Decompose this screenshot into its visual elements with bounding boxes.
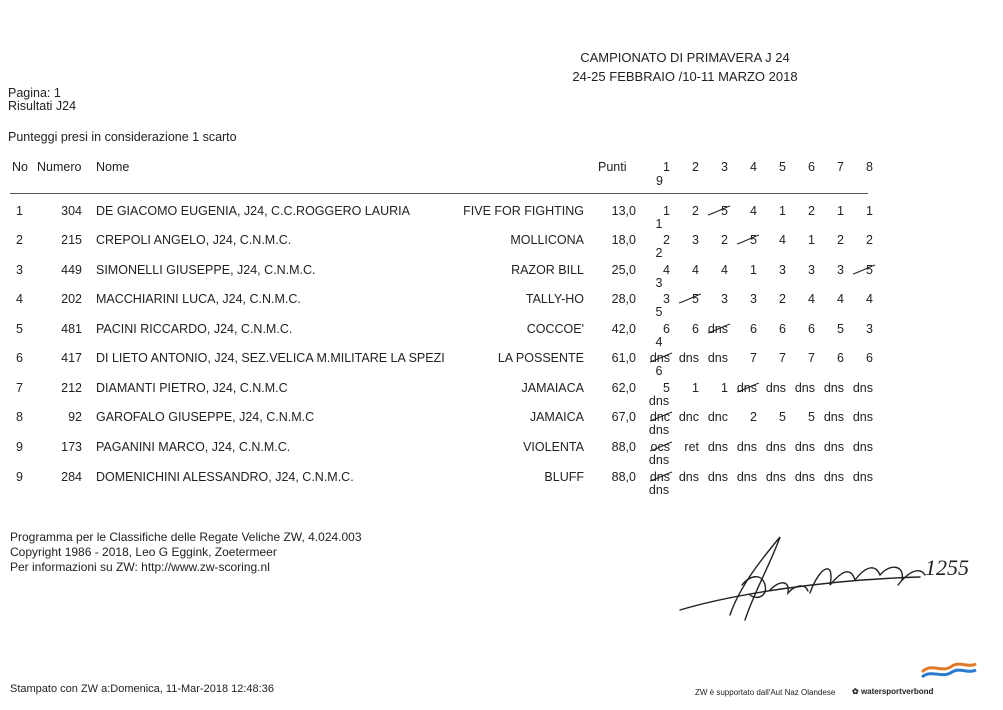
row-race-score: 4 [837,292,844,306]
row-sail-number: 481 [61,322,82,336]
row-position: 2 [16,233,23,247]
row-boat-name: VIOLENTA [523,440,584,454]
row-points: 88,0 [611,470,636,484]
row-points: 62,0 [611,381,636,395]
row-race-score: dns [823,440,844,454]
row-race-score: 5 [837,322,844,336]
row-skipper-name: DE GIACOMO EUGENIA, J24, C.C.ROGGERO LAURIA [96,204,410,218]
row-race-score: 7 [750,351,757,365]
row-race-score: dns [852,440,873,454]
brand-label: watersportverbond [860,687,934,696]
row-race-score: 5 [779,410,786,424]
row-race-score-discarded: 5 [677,292,699,306]
row-boat-name: JAMAICA [529,410,584,424]
signature-number: 1255 [925,555,969,580]
row-race-score: 2 [808,204,815,218]
row-skipper-name: DIAMANTI PIETRO, J24, C.N.M.C [96,381,288,395]
row-race-score: 4 [750,204,757,218]
row-race-9-score: dns [648,483,670,497]
row-position: 8 [16,410,23,424]
row-position: 1 [16,204,23,218]
row-sail-number: 417 [61,351,82,365]
results-label: Risultati J24 [8,99,77,113]
row-race-9-score: 4 [655,335,663,349]
row-race-score: dns [678,470,699,484]
row-race-score-discarded: 5 [851,263,873,277]
row-race-score: 3 [779,263,786,277]
col-race-4: 4 [750,160,757,174]
row-race-score-discarded: dns [735,381,757,395]
row-race-score: 6 [750,322,757,336]
row-race-score: 1 [866,204,873,218]
discard-note: Punteggi presi in considerazione 1 scarto [8,130,237,144]
row-position: 6 [16,351,23,365]
row-race-score-discarded: dns [648,470,670,484]
row-race-score: 4 [866,292,873,306]
strike-mark-icon [851,262,877,278]
signature-image [670,525,990,625]
row-skipper-name: SIMONELLI GIUSEPPE, J24, C.N.M.C. [96,263,316,277]
col-race-7: 7 [837,160,844,174]
row-race-score: ret [684,440,699,454]
col-race-1: 1 [663,160,670,174]
row-position: 5 [16,322,23,336]
footer-copyright: Copyright 1986 - 2018, Leo G Eggink, Zoetermeer [10,545,277,559]
supported-note: ZW è supportato dall'Aut Naz Olandese [695,688,836,697]
row-skipper-name: CREPOLI ANGELO, J24, C.N.M.C. [96,233,292,247]
row-points: 28,0 [611,292,636,306]
row-skipper-name: GAROFALO GIUSEPPE, J24, C.N.M.C [96,410,315,424]
strike-mark-icon [735,232,761,248]
row-position: 9 [16,440,23,454]
row-points: 13,0 [611,204,636,218]
col-race-9: 9 [656,174,663,188]
row-race-score: 1 [721,381,728,395]
row-race-9-score: dns [648,394,670,408]
row-race-score: 2 [779,292,786,306]
row-race-score: 2 [866,233,873,247]
row-race-score: 3 [837,263,844,277]
watersportverbond-logo-icon [920,660,980,682]
row-race-score: 7 [779,351,786,365]
row-race-score: 3 [750,292,757,306]
col-race-8: 8 [866,160,873,174]
row-race-score: 3 [721,292,728,306]
row-race-score: 5 [808,410,815,424]
row-race-score: 1 [750,263,757,277]
row-race-9-score: 5 [655,305,663,319]
row-race-score: dns [736,470,757,484]
row-race-score: dns [707,351,728,365]
row-boat-name: FIVE FOR FIGHTING [463,204,584,218]
row-race-score: 6 [837,351,844,365]
col-race-5: 5 [779,160,786,174]
row-race-score: dns [852,410,873,424]
footer-program: Programma per le Classifiche delle Regate Veliche ZW, 4.024.003 [10,530,362,544]
row-sail-number: 92 [68,410,82,424]
col-race-2: 2 [692,160,699,174]
strike-mark-icon [677,291,703,307]
row-race-9-score: dns [648,453,670,467]
row-points: 18,0 [611,233,636,247]
row-race-score: 4 [779,233,786,247]
row-boat-name: COCCOE' [526,322,584,336]
row-sail-number: 173 [61,440,82,454]
row-race-score: 6 [779,322,786,336]
row-race-score: 2 [663,233,670,247]
row-race-score: 5 [663,381,670,395]
row-race-score-discarded: dns [648,351,670,365]
row-race-score: 2 [721,233,728,247]
row-race-score: dns [707,470,728,484]
row-race-score: 2 [692,204,699,218]
row-race-score: 7 [808,351,815,365]
row-race-9-score: 3 [655,276,663,290]
row-race-score: 6 [692,322,699,336]
row-points: 88,0 [611,440,636,454]
row-race-score: 4 [721,263,728,277]
row-position: 3 [16,263,23,277]
row-race-score: dns [852,470,873,484]
row-race-score: 1 [837,204,844,218]
row-boat-name: JAMAIACA [521,381,584,395]
row-race-score: 1 [779,204,786,218]
row-race-score: 3 [663,292,670,306]
col-race-6: 6 [808,160,815,174]
row-skipper-name: PACINI RICCARDO, J24, C.N.M.C. [96,322,293,336]
row-points: 61,0 [611,351,636,365]
row-race-score: dns [823,381,844,395]
row-race-score: 2 [750,410,757,424]
row-skipper-name: DOMENICHINI ALESSANDRO, J24, C.N.M.C. [96,470,354,484]
col-punti: Punti [598,160,627,174]
strike-mark-icon [706,321,732,337]
brand-mark-icon: ✿ [852,687,859,696]
row-sail-number: 449 [61,263,82,277]
row-race-score: 4 [808,292,815,306]
col-race-3: 3 [721,160,728,174]
print-timestamp: Stampato con ZW a:Domenica, 11-Mar-2018 12:48:36 [10,683,274,695]
row-race-score-discarded: ocs [648,440,670,454]
row-points: 67,0 [611,410,636,424]
row-race-score: dnc [678,410,699,424]
row-race-score: dns [707,440,728,454]
row-race-9-score: 2 [655,246,663,260]
row-race-score-discarded: dnc [648,410,670,424]
row-race-score: 3 [692,233,699,247]
header-rule [10,193,868,194]
row-race-score: 4 [663,263,670,277]
row-skipper-name: PAGANINI MARCO, J24, C.N.M.C. [96,440,291,454]
row-position: 9 [16,470,23,484]
row-skipper-name: DI LIETO ANTONIO, J24, SEZ.VELICA M.MILITARE LA SPEZI [96,351,445,365]
row-points: 25,0 [611,263,636,277]
row-race-score: dns [852,381,873,395]
row-position: 7 [16,381,23,395]
row-boat-name: LA POSSENTE [497,351,584,365]
row-race-score: dns [765,381,786,395]
row-sail-number: 304 [61,204,82,218]
row-race-9-score: dns [648,423,670,437]
row-race-score: dns [794,470,815,484]
row-boat-name: BLUFF [544,470,584,484]
col-numero: Numero [37,160,82,174]
row-race-score: 6 [866,351,873,365]
row-race-score: dns [765,440,786,454]
footer-info-link[interactable]: Per informazioni su ZW: http://www.zw-scoring.nl [10,560,270,574]
row-race-score: 3 [808,263,815,277]
row-race-score: dns [823,410,844,424]
row-race-score: dns [678,351,699,365]
row-race-score: 6 [663,322,670,336]
row-sail-number: 215 [61,233,82,247]
row-race-score-discarded: 5 [706,204,728,218]
row-race-score: 1 [808,233,815,247]
row-race-score: dns [794,381,815,395]
row-race-score: 4 [692,263,699,277]
strike-mark-icon [706,203,732,219]
event-dates: 24-25 FEBBRAIO /10-11 MARZO 2018 [572,69,798,84]
row-boat-name: TALLY-HO [525,292,584,306]
row-race-score: 2 [837,233,844,247]
page-number: Pagina: 1 [8,86,61,100]
row-sail-number: 284 [61,470,82,484]
row-race-score: dns [736,440,757,454]
row-sail-number: 202 [61,292,82,306]
row-race-9-score: 6 [655,364,663,378]
row-boat-name: RAZOR BILL [511,263,584,277]
row-race-score: dns [794,440,815,454]
row-race-score: dnc [707,410,728,424]
brand-name [852,687,933,696]
row-points: 42,0 [611,322,636,336]
strike-mark-icon [735,380,761,396]
row-position: 4 [16,292,23,306]
col-nome: Nome [96,160,130,174]
event-title: CAMPIONATO DI PRIMAVERA J 24 [580,50,790,65]
row-race-score: 3 [866,322,873,336]
row-boat-name: MOLLICONA [510,233,584,247]
row-skipper-name: MACCHIARINI LUCA, J24, C.N.M.C. [96,292,301,306]
row-race-score: 1 [692,381,699,395]
row-race-score: 6 [808,322,815,336]
row-race-score: 1 [663,204,670,218]
row-race-9-score: 1 [655,217,663,231]
col-no: No [12,160,28,174]
row-race-score: dns [765,470,786,484]
row-race-score: dns [823,470,844,484]
row-race-score-discarded: 5 [735,233,757,247]
row-sail-number: 212 [61,381,82,395]
row-race-score-discarded: dns [706,322,728,336]
